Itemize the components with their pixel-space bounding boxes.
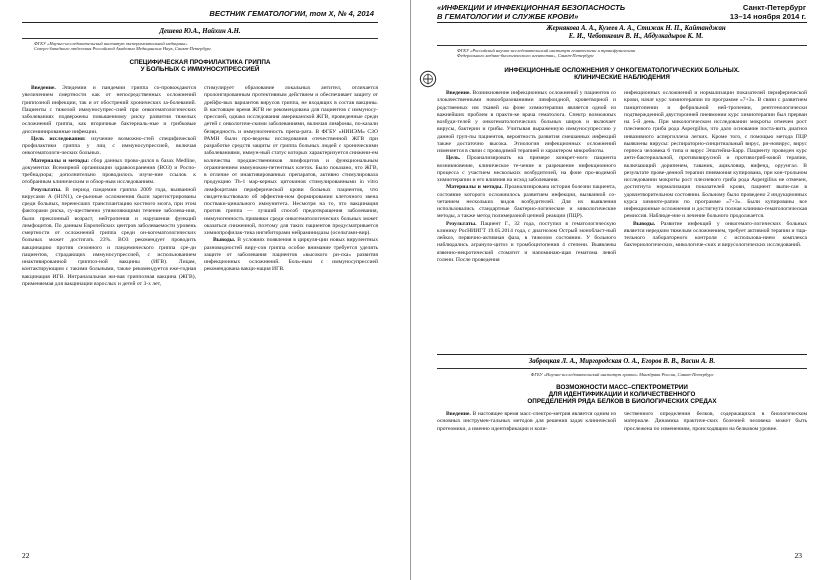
event-date: 13–14 ноября 2014 г. [729,11,806,21]
paragraph [437,411,616,433]
paragraph [437,90,616,155]
run-in-heading: Материалы и методы. [446,184,503,191]
text-column-1 [22,85,196,545]
paragraph [22,158,196,187]
authors-rule [22,38,378,39]
article-authors [471,25,801,41]
affiliation-line: ФГБУ «Научно-исследовательский институт экспериментальной медицины» [34,41,188,46]
event-city: Санкт-Петербург [742,3,806,12]
event-info [730,4,806,21]
run-in-heading: Выводы. [633,220,656,227]
text-column-2 [624,90,807,351]
paragraph [22,136,196,158]
affiliation [437,372,807,377]
paragraph-text: Эпидемии и пандемии гриппа со-провождаются увеличением смертности как от непосредственных осложнений гриппозной инфекции, так и от обострений хронических за-болеваний. Пациенты с тяжелой иммуносупрес-сией при онкогематологических заболеваниях подвержены повышенному риску развития тяжелых осложнений гриппа, как вторичные бактериаль-ные и грибковые диссеминированные инфекции. [22,85,196,135]
article-title [22,59,378,73]
paragraph [204,237,378,273]
running-head-line: В ГЕМАТОЛОГИИ И СЛУЖБЕ КРОВИ» [437,11,579,21]
paragraph-text: изучение возможно-стей специфической профилактики гриппа у лиц с иммуносупрессией, включая онкогематологи-ческих больных. [22,135,196,157]
run-in-heading: Введение. [446,411,471,417]
paragraph-text: В настоящее время масс-спектро-метрия является одним из основных инструмен-тальных методов для решения задач клинической протеомики, а именно идентификации и коли- [437,411,616,432]
authors-line: Жернякова А. А., Кузеев А. А., Стижак Н. П., Кайтанджан [546,25,726,32]
header-rule [22,22,378,23]
affiliation-line: ФГБУ «Российский научно-исследовательский институт гематологии и трансфузиологии [457,48,636,53]
header-rule [437,22,807,23]
paragraph [437,155,616,184]
title-line: СПЕЦИФИЧЕСКАЯ ПРОФИЛАКТИКА ГРИППА [129,59,271,66]
paragraph [437,184,616,220]
paragraph-text: Проанализирована история болезни пациента, состояние которого осложнилось развитием инфекции, вызванной со-четанием нескольких видов возбудителей. Для их выявления использовались стандартные бактерио-логические и микологические методы, а также метод полимеразной цепной реакции (ПЦР). [437,184,616,220]
run-in-heading: Цель. [446,155,461,162]
paragraph [204,85,378,237]
affiliation-line: Федерального медико-биологического агентства», Санкт-Петербург [457,53,594,59]
paragraph-text: В условиях появления в циркуля-ции новых вирулентных разновидностей виру-сов гриппа особое внимание требуется уделять защите от заболевания пациентов «высокого ри-ска» развития инфекционных осложнений. Боль-ным с иммуносупрессией рекомендована вакци-нация ИГВ. [204,237,378,273]
text-column-2 [624,411,807,451]
paragraph-text: Пациент Г., 32 года, поступил в гематологическую клинику РосНИИГТ 19.05.2014 года, с диагнозом Острый монобласт-ный лейкоз, первично-активная фаза, в тяжелом состоянии. У больного наблюдались агрануло-цитоз и тромбоцитопения 4 степени. Выявлены язвенно-некротический стоматит и напоминаю-щая гематома левой голени. После проведения [437,220,616,263]
institute-logo-icon [419,70,437,88]
paragraph [624,411,807,433]
authors-line: Е. И., Чеботкевич В. Н., Абдулкадыров К. М. [568,33,704,40]
title-line: КЛИНИЧЕСКИЕ НАБЛЮДЕНИЯ [574,74,670,82]
affiliation-line: ФГБУ «Научно-исследовательский институт гриппа» Минздрава России, Санкт-Петербург [530,372,714,377]
paragraph [437,221,616,265]
authors-rule [437,45,807,46]
paragraph-text: чественного определения белков, содержащихся в биологическом материале. Динамика практиче-ских болезней человека может быть прослежена по изменениям, происходящим на белковом уровне. [624,411,807,432]
article-title [437,384,807,406]
text-column-1 [437,90,616,351]
page-number: 23 [794,551,802,560]
paragraph [22,187,196,289]
paragraph-text: Возникновение инфекционных осложнений у пациентов со злокачественными новообразованиями лимфоидной, кроветворной и родственных им тканей на фоне химиотерапии является одной из важнейших проблем в практи-ке врача гематолога. Спектр возможных возбуди-телей у онкогематологических больных широк и включает вирусы, бактерии и грибы. Учитывая выраженную иммуносупрессию у данной груп-пы пациентов, вероятность развития смешанных инфекций также достаточно высока. Этиология инфекционных осложнений изменяется в связи с проводимой терапией и характером микробиоты. [437,90,616,154]
article-authors: Заброцкая Л. А., Миргородская О. А., Егоров В. В., Васин А. В. [528,358,716,365]
affiliation [34,41,374,52]
text-column-1 [437,411,616,451]
title-line: ДЛЯ ИДЕНТИФИКАЦИИ И КОЛИЧЕСТВЕННОГО [548,391,696,399]
affiliation [457,48,787,59]
paragraph-text: Развитие инфекций у онкогемато-логических больных является нередким тяжелым осложнением, требует активной терапии и тща-тельного лабораторного контроля с использова-нием комплекса бактериологических, микологиче-ских и вирусологических исследований. [624,220,807,249]
affiliation-line: Северо-Западного отделения Российской Академии Медицинских Наук, Санкт-Петербург [34,46,211,52]
paragraph [22,85,196,136]
run-in-heading: Выводы. [213,237,236,244]
paragraph-text: сбор данных прово-дился в базах Medline, документах Всемирной организации здравоохранения (ВОЗ) и Роспо-требнадзора; дополнительно проводилось изуче-ние ссылок к отобранным клиническим и обзор-ным исследованиям. [22,157,196,186]
run-in-heading: Цель исследования: [31,135,86,142]
paragraph-text: инфекционных осложнений и нормализации показателей периферической крови, начат курс химиотерапии по программе «7+3». В связи с развитием панцитопении и фебрильной ней-тропении, рентгенологически подтвержденной двусторонней пневмонии курс химиотерапии был прерван на 5-й день. При микологическом исследовании мокроты отмечен рост плесневого гриба рода Aspergillus, что дало основание поста-вить диагноз инвазивного аспергиллеза легких. Кроме того, с помощью метода ПЦР выявлены вирусы: респираторно-синцитиальный вирус, ри-новирус, вирус герпеса человека 6 типа и вирус Эпштейна-Барр. Пациенту проведен курс анти-бактериальной, противовирусной и противогриб-ковой терапии, включающий дорипенем, таваник, ацикловир, вифенд, оруунгал. В результате прове-денной терапии пневмония купирована, при кон-трольном исследовании мокроты рост плесневого гриба рода Aspergillus не отмечен, достигнута нормализация показателей крови, пациент выпи-сан в удовлетворительном состоянии. Больному было проведено 2 индукционных курса химиоте-рапии по программе «7+3». Были купированы все инфекционные осложнения и достигнута полная клинико-гематологическая ремиссия. Наблюде-ние и лечение больного продолжается. [624,90,807,220]
article-authors: Дешева Ю.А., Найхин А.Н. [159,28,241,35]
running-head-line: «ИНФЕКЦИИ И ИНФЕКЦИОННАЯ БЕЗОПАСНОСТЬ [437,3,626,12]
title-line: ВОЗМОЖНОСТИ МАСС–СПЕКТРОМЕТРИИ [556,384,688,391]
title-line: У БОЛЬНЫХ С ИММУНОСУПРЕССИЕЙ [140,66,260,74]
paragraph-text: Проанализировать на примере конкрет-ного пациента возникновение, клиническое те-чение и разрешение инфекционного процесса с участием нескольких возбудителей, на фоне про-водимой химиотерапии и его влияния на исход заболевания. [437,155,616,183]
paragraph [624,221,807,250]
article-separator [437,354,807,355]
running-head: ВЕСТНИК ГЕМАТОЛОГИИ, том X, № 4, 2014 [209,9,374,18]
authors-rule [437,368,807,369]
right-page [410,0,820,580]
paragraph [624,90,807,221]
title-line: ИНФЕКЦИОННЫЕ ОСЛОЖНЕНИЯ У ОНКОГЕМАТОЛОГИЧЕСКИХ БОЛЬНЫХ. [504,67,740,74]
page-number: 22 [22,551,30,560]
run-in-heading: Материалы и методы: [31,157,90,164]
run-in-heading: Введение. [446,90,471,96]
article-title [437,67,807,81]
running-head [437,4,625,21]
text-column-2 [204,85,378,545]
paragraph-text: В период пандемии гриппа 2009 года, вызванной вирусами A (H1N1), се-рьезные осложнения были зарегистрированы среди больных, перенесших трансплантацию костного мозга, при этом факторами риска, су-щественно утяжеляющими течение заболева-ния, были преклонный возраст, нейтропения и нарушения функций лимфоцитов. По данным Европейских центров заболеваемости уровень смертности от осложнений гриппа среди он-когематологических больных может достигать 23%. ВОЗ рекомендует проводить вакцинацию против сезонного и пандемического гриппа сре-ди пациентов, страдающих иммуносупрессией, с использованием инактивированной гриппоз-ной вакцины (ИГВ). Лицам, контактирующим с такими больными, также рекомендуется еже-годная вакцинация ИГВ. Интраназальная жи-вая гриппозная вакцина (ЖГВ), применяемая для вакцинации взрослых и детей от 3-х лет, [22,186,196,287]
run-in-heading: Введение. [31,85,56,91]
paragraph-text: стимулирует образование локальных антител, отличается пролонгированным протективным действием и обеспечивает защиту от дрейфо-вых вариантов вирусов гриппа, не входящих в состав вакцины. В настоящее время ЖГВ не рекомендована для пациентов с иммуносу-прессией, однако исследования американской ЖГВ, проведенные среди детей с онкологиче-скими заболеваниями, включая лимфомы, по-казали безвредность и иммуногенность препа-рата. В ФГБУ «НИИЭМ» СЗО РАМН были про-ведены исследования отечественной ЖГВ при разработке средств защиты от гриппа больных людей с хроническими заболеваниями, иммун-ный статус которых характеризуется снижени-ем количества предшественников лимфоцитов и функциональным ограничением иммуноком-петентных клеток. Было показано, что ЖГВ, в отличие от инактивированных препаратов, активно стимулировала продукцию Th-1 мар-керных цитокинов стимулированными in vitro лимфоцитами периферической крови больных пациентов, что свидетельствовало об эффектив-ном формировании клеточного звена постваки-цинального иммунитета. Несмотря на то, что вакцинация против гриппа — лучший способ предотвращения заболевания, иммуногенность прививки среди онкогематологических больных может оказаться сниженной, поэтому для таких пациентов предусматривается химиопрофилак-тика ингибиторами нейраминидазы (осельтами-вир). [204,85,378,236]
run-in-heading: Результаты. [446,220,477,227]
title-line: ОПРЕДЕЛЕНИЯ РЯДА БЕЛКОВ В БИОЛОГИЧЕСКИХ СРЕДАХ [527,398,717,406]
run-in-heading: Результаты. [31,186,62,193]
